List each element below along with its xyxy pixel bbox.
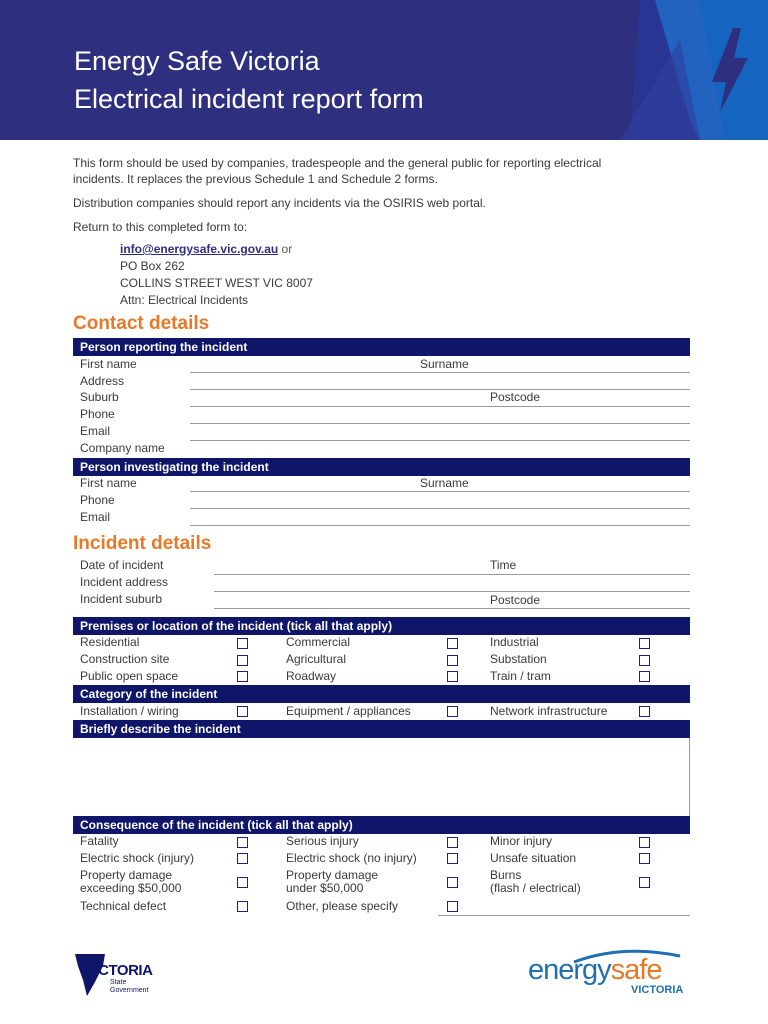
premises-option-label: Commercial <box>286 635 351 649</box>
describe-bar: Briefly describe the incident <box>73 720 690 738</box>
investigator-surname-label: Surname <box>420 476 469 490</box>
checkbox-icon[interactable] <box>237 853 248 864</box>
reporter-email-label: Email <box>80 424 111 438</box>
checkbox-icon[interactable] <box>237 671 248 682</box>
premises-option-label: Industrial <box>490 635 539 649</box>
incident-suburb-label: Incident suburb <box>80 592 163 606</box>
energysafe-logo <box>528 948 698 998</box>
reporter-first-name-label: First name <box>80 357 137 371</box>
state-text: State <box>110 979 127 986</box>
checkbox-icon[interactable] <box>447 638 458 649</box>
reporter-suburb-field[interactable] <box>190 406 690 407</box>
incident-date-label: Date of incident <box>80 558 164 572</box>
reporter-email-field[interactable] <box>190 440 690 441</box>
category-bar: Category of the incident <box>73 685 690 703</box>
return-address <box>120 241 313 309</box>
email-link[interactable]: info@energysafe.vic.gov.au <box>120 242 279 256</box>
intro-paragraph-2: Distribution companies should report any incidents via the OSIRIS web portal. <box>73 196 486 210</box>
describe-textarea[interactable] <box>73 738 690 816</box>
safe-text: safe <box>610 954 662 986</box>
intro-line: incidents. It replaces the previous Schedule 1 and Schedule 2 forms. <box>73 172 438 186</box>
consequence-serious-label: Serious injury <box>286 834 359 848</box>
consequence-unsafe-label: Unsafe situation <box>490 851 577 865</box>
label-line: (flash / electrical) <box>490 881 581 895</box>
category-option-label: Network infrastructure <box>490 704 608 718</box>
checkbox-icon[interactable] <box>237 706 248 717</box>
premises-option-label: Agricultural <box>286 652 347 666</box>
incident-address-field[interactable] <box>214 591 690 592</box>
incident-suburb-field[interactable] <box>214 608 690 609</box>
label-line: Burns <box>490 868 522 882</box>
incident-details-title: Incident details <box>73 533 212 554</box>
checkbox-icon[interactable] <box>639 837 650 848</box>
reporter-address-label: Address <box>80 374 125 388</box>
form-title: Electrical incident report form <box>74 84 424 114</box>
reporter-suburb-label: Suburb <box>80 390 119 404</box>
reporter-surname-label: Surname <box>420 357 469 371</box>
victoria-wordmark: VICTORIA <box>85 962 153 979</box>
intro-paragraph-1 <box>73 155 601 187</box>
victoria-state-government-logo <box>75 952 185 1000</box>
checkbox-icon[interactable] <box>639 706 650 717</box>
incident-date-field[interactable] <box>214 574 690 575</box>
consequence-technical-label: Technical defect <box>80 899 167 913</box>
checkbox-icon[interactable] <box>447 706 458 717</box>
contact-details-title: Contact details <box>73 313 210 334</box>
consequence-damage-over-label <box>80 869 181 895</box>
premises-bar: Premises or location of the incident (tick all that apply) <box>73 617 690 635</box>
reporter-company-label: Company name <box>80 441 165 455</box>
consequence-shock-no-injury-label: Electric shock (no injury) <box>286 851 417 865</box>
consequence-fatality-label: Fatality <box>80 834 119 848</box>
checkbox-icon[interactable] <box>237 901 248 912</box>
checkbox-icon[interactable] <box>639 671 650 682</box>
investigator-name-field[interactable] <box>190 491 690 492</box>
header-banner <box>0 0 768 140</box>
checkbox-icon[interactable] <box>237 655 248 666</box>
reporter-postcode-label: Postcode <box>490 390 541 404</box>
other-specify-field[interactable] <box>438 915 690 916</box>
investigator-phone-field[interactable] <box>190 508 690 509</box>
investigator-bar: Person investigating the incident <box>73 458 690 476</box>
checkbox-icon[interactable] <box>639 638 650 649</box>
label-line: Property damage <box>80 868 173 882</box>
premises-option-label: Train / tram <box>490 669 551 683</box>
consequence-damage-under-label <box>286 869 378 895</box>
checkbox-icon[interactable] <box>237 837 248 848</box>
po-box: PO Box 262 <box>120 259 185 273</box>
premises-option-label: Roadway <box>286 669 337 683</box>
checkbox-icon[interactable] <box>447 837 458 848</box>
energysafe-wordmark <box>528 954 662 987</box>
checkbox-icon[interactable] <box>447 655 458 666</box>
investigator-email-label: Email <box>80 510 111 524</box>
incident-time-label: Time <box>490 558 517 572</box>
checkbox-icon[interactable] <box>639 853 650 864</box>
investigator-phone-label: Phone <box>80 493 115 507</box>
reporter-name-field[interactable] <box>190 372 690 373</box>
org-title: Energy Safe Victoria <box>74 46 320 76</box>
category-option-label: Installation / wiring <box>80 704 179 718</box>
checkbox-icon[interactable] <box>639 877 650 888</box>
energysafe-victoria-text: VICTORIA <box>631 984 684 996</box>
consequence-minor-label: Minor injury <box>490 834 553 848</box>
or-text: or <box>281 242 293 256</box>
incident-address-label: Incident address <box>80 575 169 589</box>
reporter-phone-label: Phone <box>80 407 115 421</box>
premises-option-label: Substation <box>490 652 547 666</box>
reporter-bar: Person reporting the incident <box>73 338 690 356</box>
government-text: Government <box>110 987 149 994</box>
checkbox-icon[interactable] <box>237 877 248 888</box>
incident-postcode-label: Postcode <box>490 593 541 607</box>
label-line: exceeding $50,000 <box>80 881 182 895</box>
reporter-phone-field[interactable] <box>190 423 690 424</box>
consequence-other-label: Other, please specify <box>286 899 399 913</box>
label-line: under $50,000 <box>286 881 364 895</box>
reporter-address-field[interactable] <box>190 389 690 390</box>
investigator-email-field[interactable] <box>190 525 690 526</box>
premises-option-label: Public open space <box>80 669 179 683</box>
attn: Attn: Electrical Incidents <box>120 293 249 307</box>
intro-paragraph-3: Return to this completed form to: <box>73 220 248 234</box>
street: COLLINS STREET WEST VIC 8007 <box>120 276 313 290</box>
energy-text: energy <box>528 954 611 986</box>
premises-option-label: Residential <box>80 635 140 649</box>
checkbox-icon[interactable] <box>639 655 650 666</box>
intro-line: This form should be used by companies, tradespeople and the general public for reporting electrical <box>73 156 602 170</box>
checkbox-icon[interactable] <box>447 877 458 888</box>
state-government-text <box>110 979 149 995</box>
consequence-burns-label <box>490 869 581 895</box>
consequence-shock-injury-label: Electric shock (injury) <box>80 851 195 865</box>
checkbox-icon[interactable] <box>447 853 458 864</box>
checkbox-icon[interactable] <box>237 638 248 649</box>
checkbox-icon[interactable] <box>447 901 458 912</box>
investigator-first-name-label: First name <box>80 476 137 490</box>
checkbox-icon[interactable] <box>447 671 458 682</box>
label-line: Property damage <box>286 868 379 882</box>
category-option-label: Equipment / appliances <box>286 704 411 718</box>
premises-option-label: Construction site <box>80 652 170 666</box>
consequence-bar: Consequence of the incident (tick all that apply) <box>73 816 690 834</box>
